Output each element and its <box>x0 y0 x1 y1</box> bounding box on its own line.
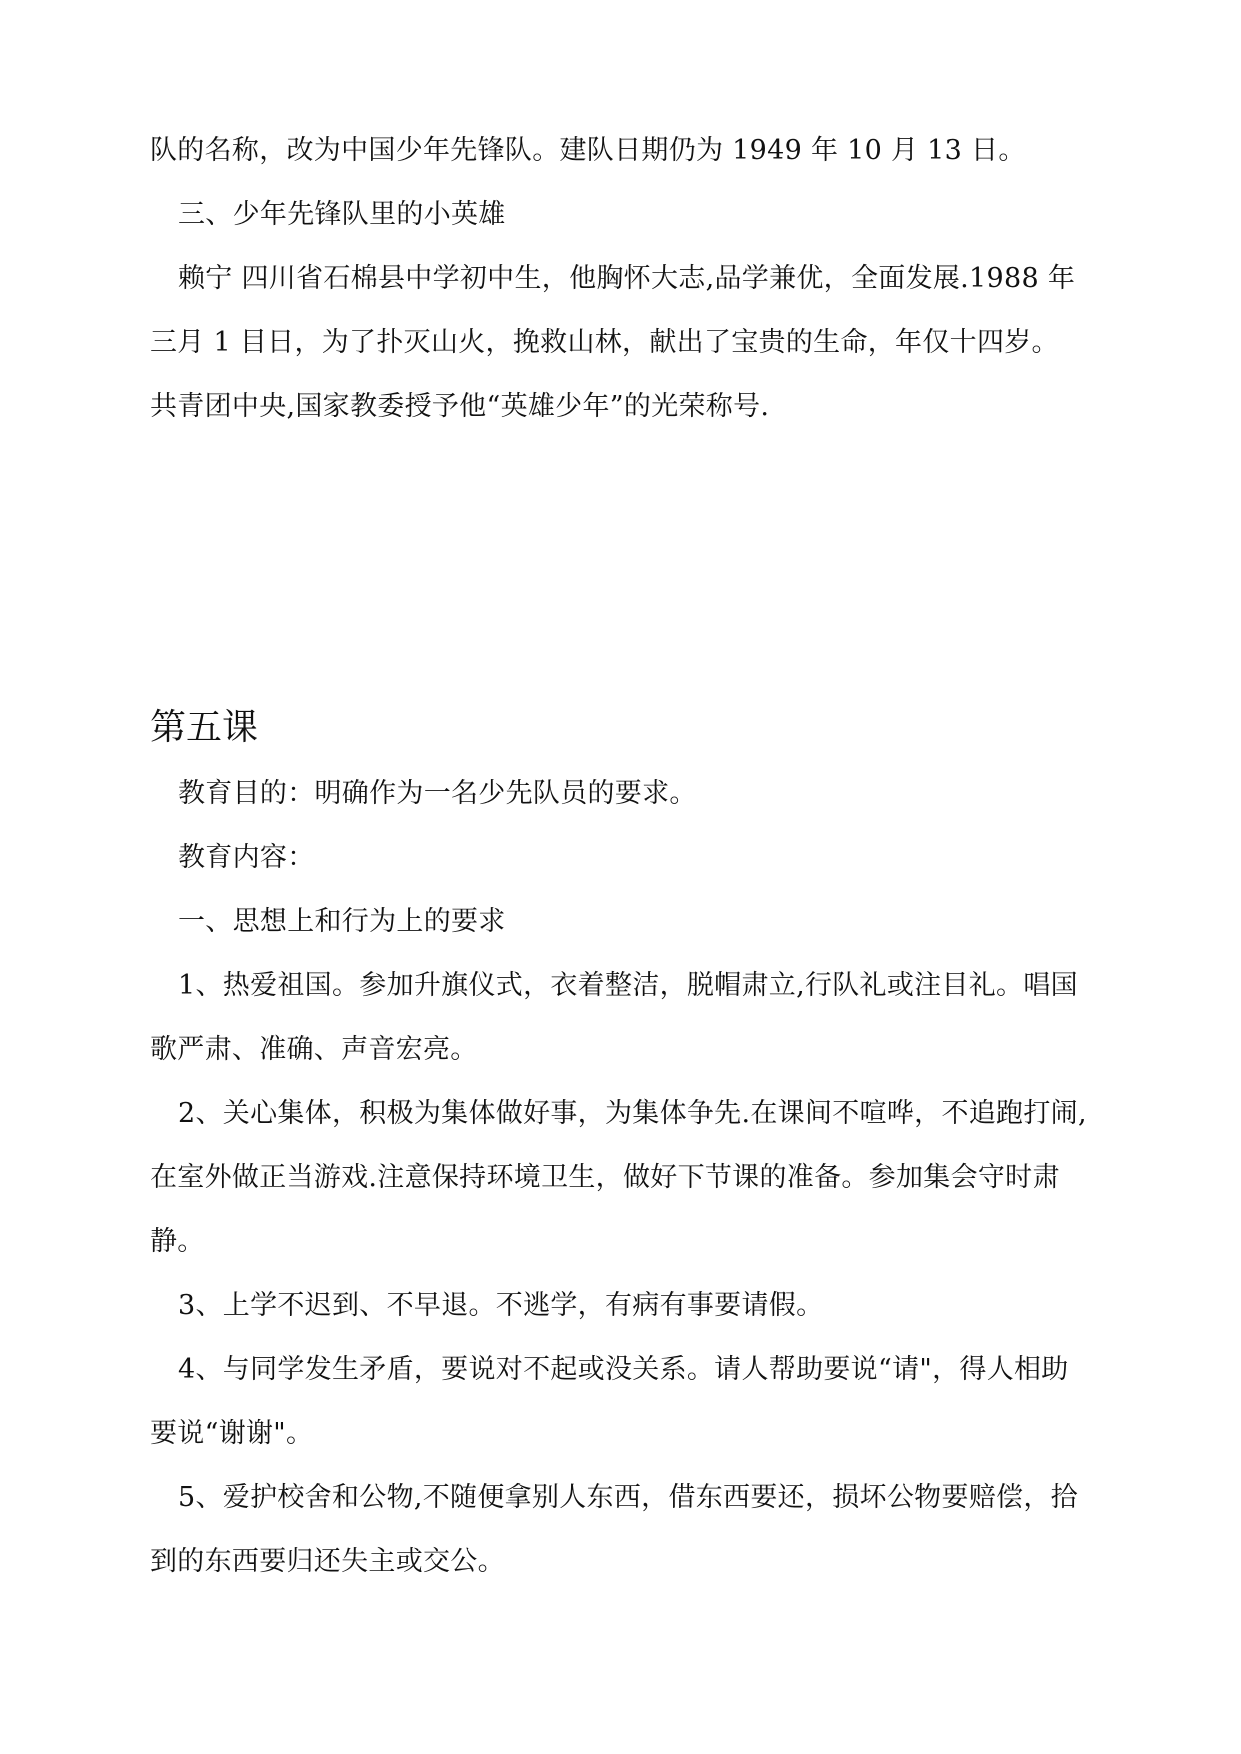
paragraph-line: 三月 1 目日，为了扑灭山火，挽救山林，献出了宝贵的生命，年仅十四岁。 <box>150 327 1059 358</box>
paragraph-line: 共青团中央,国家教委授予他“英雄少年”的光荣称号. <box>150 391 770 422</box>
paragraph-line: 要说“谢谢"。 <box>150 1418 314 1449</box>
list-item: 1、热爱祖国。参加升旗仪式，衣着整洁，脱帽肃立,行队礼或注目礼。唱国 <box>178 970 1078 1001</box>
list-item: 4、与同学发生矛盾，要说对不起或没关系。请人帮助要说“请"，得人相助 <box>178 1354 1069 1385</box>
section-heading: 三、少年先锋队里的小英雄 <box>178 199 506 230</box>
paragraph-line: 教育内容： <box>178 842 315 873</box>
paragraph-line: 赖宁 四川省石棉县中学初中生，他胸怀大志,品学兼优，全面发展.1988 年 <box>178 263 1076 294</box>
paragraph-line: 静。 <box>150 1226 205 1257</box>
paragraph-line: 到的东西要归还失主或交公。 <box>150 1546 505 1577</box>
list-item: 2、关心集体，积极为集体做好事，为集体争先.在课间不喧哗，不追跑打闹, <box>178 1098 1087 1129</box>
section-heading: 一、思想上和行为上的要求 <box>178 906 506 937</box>
paragraph-line: 教育目的：明确作为一名少先队员的要求。 <box>178 778 697 809</box>
paragraph-line: 在室外做正当游戏.注意保持环境卫生，做好下节课的准备。参加集会守时肃 <box>150 1162 1060 1193</box>
lesson-title: 第五课 <box>150 707 259 748</box>
paragraph-line: 队的名称，改为中国少年先锋队。建队日期仍为 1949 年 10 月 13 日。 <box>150 135 1026 166</box>
list-item: 5、爱护校舍和公物,不随便拿别人东西，借东西要还，损坏公物要赔偿，拾 <box>178 1482 1078 1513</box>
paragraph-line: 歌严肃、准确、声音宏亮。 <box>150 1034 478 1065</box>
list-item: 3、上学不迟到、不早退。不逃学，有病有事要请假。 <box>178 1290 824 1321</box>
